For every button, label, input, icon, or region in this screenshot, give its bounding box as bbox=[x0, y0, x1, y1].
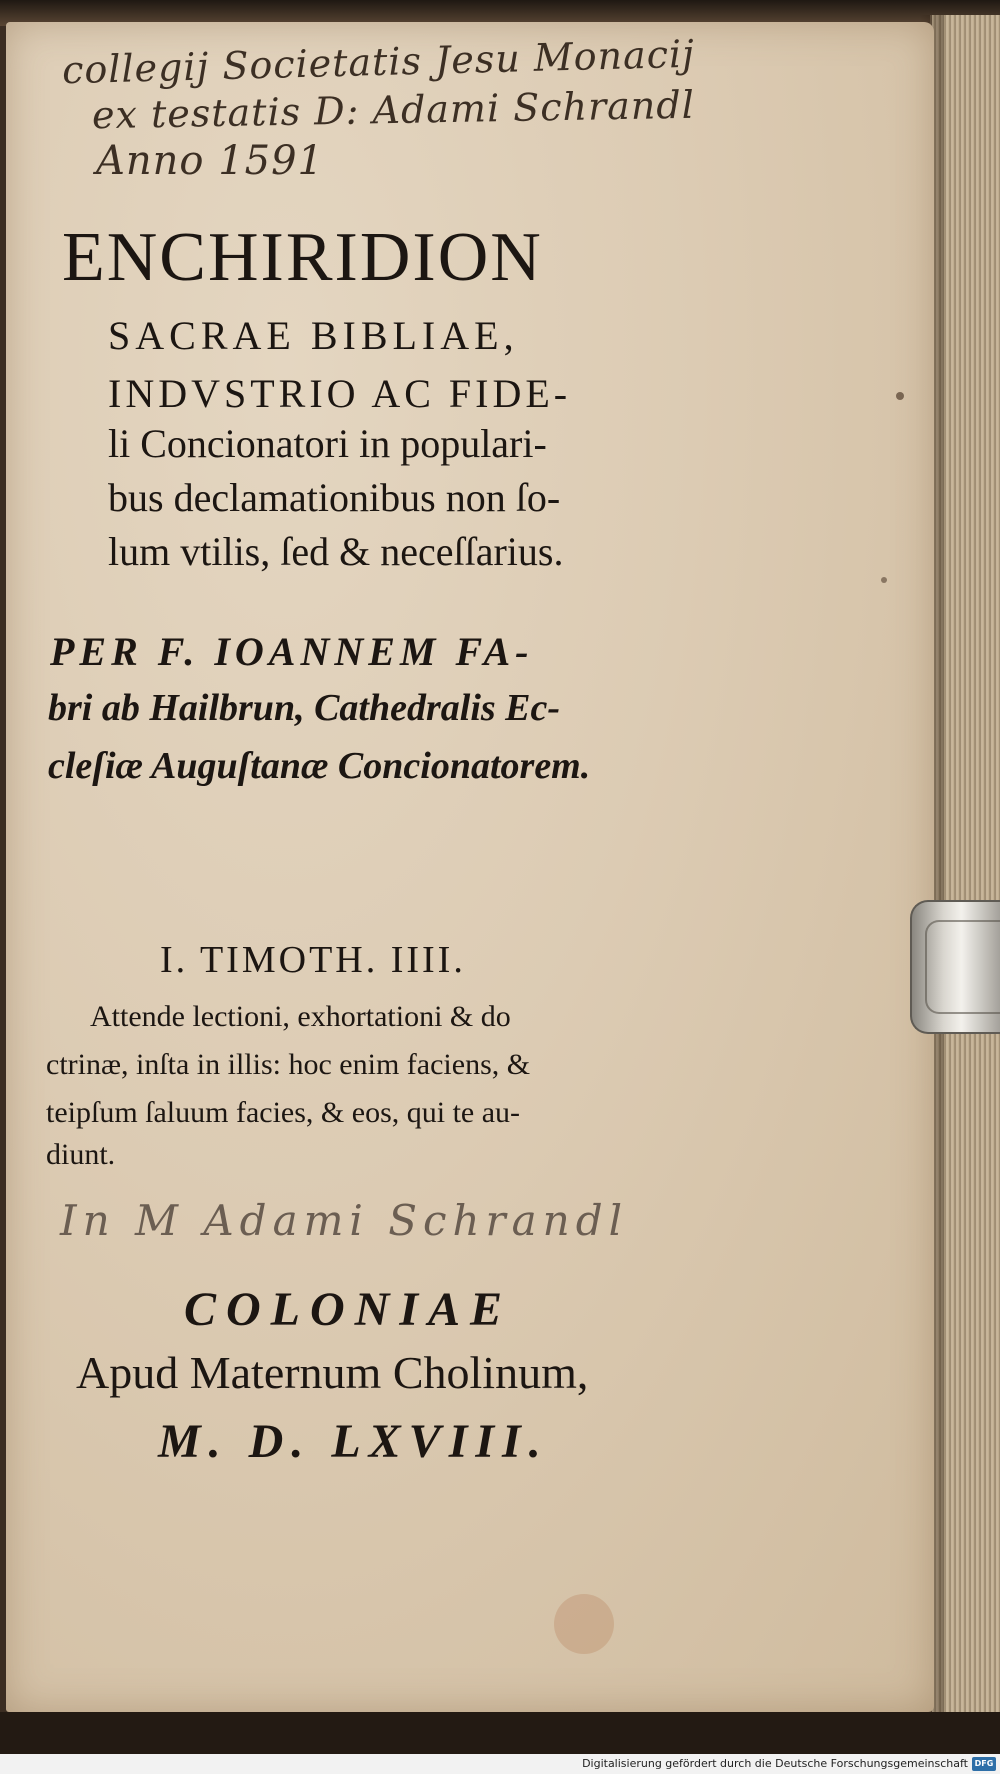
digitization-footer bbox=[0, 1754, 1000, 1774]
title-line-4: li Concionatori in populari- bbox=[108, 421, 547, 466]
epigraph-line-3: teipſum ſaluum facies, & eos, qui te au- bbox=[46, 1096, 521, 1129]
metal-clasp-inner bbox=[925, 920, 1000, 1014]
foxing-stain bbox=[881, 577, 887, 583]
handwritten-owner-note: In M Adami Schrandl bbox=[60, 1196, 629, 1245]
title-main: ENCHIRIDION bbox=[62, 219, 543, 296]
title-line-6: lum vtilis, ſed & neceſſarius. bbox=[108, 529, 564, 574]
author-line-1: PER F. IOANNEM FA- bbox=[50, 629, 534, 674]
handwritten-provenance-line-2: ex testatis D: Adami Schrandl bbox=[91, 82, 696, 138]
handwritten-provenance-line-1: collegij Societatis Jesu Monacij bbox=[61, 31, 696, 93]
binding-bottom-edge bbox=[0, 1712, 1000, 1754]
dfg-logo: DFG bbox=[972, 1757, 996, 1771]
epigraph-line-1: Attende lectioni, exhortationi & do bbox=[90, 1000, 511, 1033]
epigraph-line-2: ctrinæ, inſta in illis: hoc enim faciens, & bbox=[46, 1048, 531, 1081]
title-line-3: INDVSTRIO AC FIDE- bbox=[108, 371, 572, 416]
author-line-2: bri ab Hailbrun, Cathedralis Ec- bbox=[48, 687, 561, 729]
footer-credit: Digitalisierung gefördert durch die Deutsche Forschungsgemeinschaft bbox=[582, 1757, 968, 1770]
imprint-year: M. D. LXVIII. bbox=[158, 1415, 549, 1468]
title-line-5: bus declamationibus non ſo- bbox=[108, 475, 561, 520]
handwritten-provenance-line-3: Anno 1591 bbox=[96, 138, 325, 184]
foxing-stain bbox=[554, 1594, 614, 1654]
epigraph-line-4: diunt. bbox=[46, 1138, 116, 1171]
epigraph-reference: I. TIMOTH. IIII. bbox=[160, 939, 466, 981]
foxing-stain bbox=[896, 392, 904, 400]
imprint-place: COLONIAE bbox=[184, 1283, 513, 1336]
imprint-printer: Apud Maternum Cholinum, bbox=[76, 1347, 589, 1398]
author-line-3: cleſiæ Auguſtanæ Concionatorem. bbox=[48, 745, 591, 787]
title-line-2: SACRAE BIBLIAE, bbox=[108, 313, 519, 358]
